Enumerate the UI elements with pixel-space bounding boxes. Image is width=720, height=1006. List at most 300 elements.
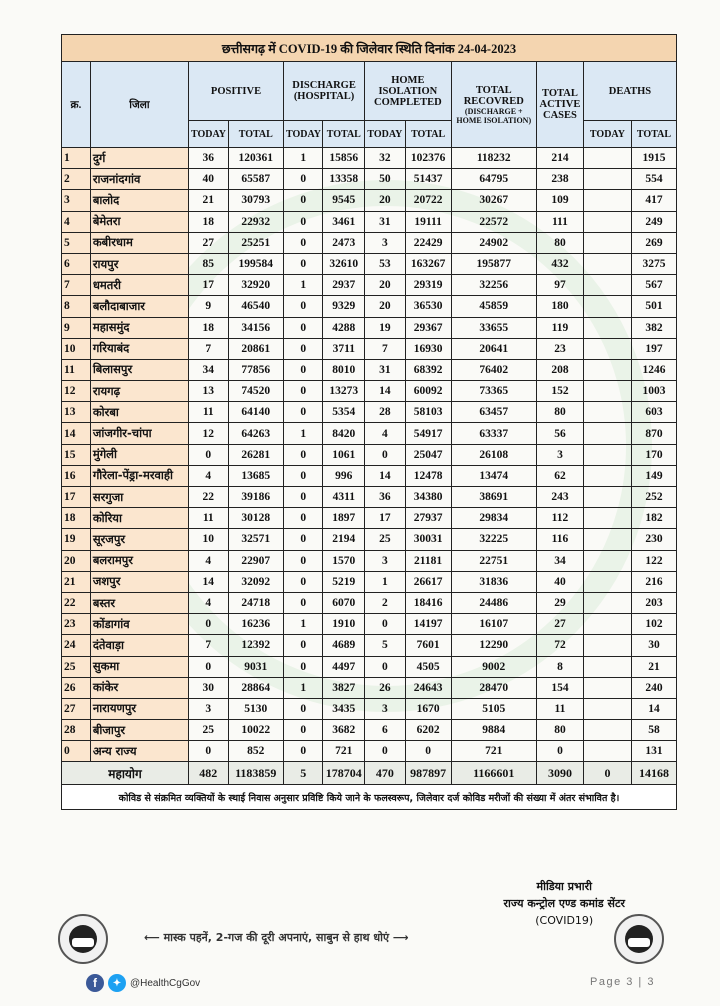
cell-recovered: 9002 [451,656,536,677]
cell-hi-total: 54917 [405,423,451,444]
cell-hi-total: 16930 [405,338,451,359]
cell-hi-today: 3 [365,550,406,571]
cell-death-today [583,487,631,508]
twitter-icon[interactable]: ✦ [108,974,126,992]
row-district: अन्य राज्य [90,741,188,762]
cell-active: 111 [536,211,583,232]
cell-pos-total: 22907 [228,550,284,571]
cell-dis-today: 0 [284,635,323,656]
table-row [62,720,677,741]
cell-dis-total: 2194 [323,529,365,550]
cell-hi-total: 29367 [405,317,451,338]
cell-active: 0 [536,741,583,762]
row-district: जशपुर [90,571,188,592]
cell-death-today [583,211,631,232]
cell-pos-total: 20861 [228,338,284,359]
table-body [62,148,677,762]
cell-death-total: 14 [631,698,676,719]
header-sno: क्र. [62,62,91,148]
facebook-icon[interactable]: f [86,974,104,992]
cell-dis-total: 996 [323,465,365,486]
cell-pos-today: 3 [189,698,228,719]
cell-hi-total: 4505 [405,656,451,677]
cell-recovered: 12290 [451,635,536,656]
table-row [62,402,677,423]
header-deaths-total: TOTAL [631,121,676,148]
cell-pos-today: 22 [189,487,228,508]
table-row [62,275,677,296]
cell-hi-total: 29319 [405,275,451,296]
cell-hi-today: 31 [365,211,406,232]
signature-line2: राज्य कन्ट्रोल एण्ड कमांड सेंटर [503,897,625,910]
row-district: गरियाबंद [90,338,188,359]
row-sno: 21 [62,571,91,592]
row-district: मुंगेली [90,444,188,465]
cell-dis-today: 0 [284,550,323,571]
cell-hi-today: 0 [365,614,406,635]
row-sno: 6 [62,253,91,274]
row-district: दुर्ग [90,148,188,169]
cell-pos-total: 120361 [228,148,284,169]
totals-hi-today: 470 [365,762,406,785]
cell-active: 56 [536,423,583,444]
cell-pos-total: 10022 [228,720,284,741]
cell-hi-today: 53 [365,253,406,274]
cell-death-today [583,148,631,169]
cell-active: 180 [536,296,583,317]
cell-hi-total: 60092 [405,381,451,402]
cell-death-total: 1003 [631,381,676,402]
totals-active: 3090 [536,762,583,785]
cell-pos-total: 32571 [228,529,284,550]
cell-dis-total: 4689 [323,635,365,656]
cell-pos-today: 4 [189,465,228,486]
row-sno: 12 [62,381,91,402]
cell-death-total: 249 [631,211,676,232]
covid-district-table [61,34,677,810]
cell-pos-today: 36 [189,148,228,169]
safety-slogan: ⟵ मास्क पहनें, 2-गज की दूरी अपनाएं, साबुन से हाथ धोएं ⟶ [144,931,409,944]
row-district: रायपुर [90,253,188,274]
cell-pos-today: 4 [189,592,228,613]
totals-dis-total: 178704 [323,762,365,785]
cell-death-today [583,359,631,380]
row-district: कांकेर [90,677,188,698]
cell-recovered: 16107 [451,614,536,635]
cell-recovered: 22572 [451,211,536,232]
row-sno: 0 [62,741,91,762]
cell-active: 116 [536,529,583,550]
cell-hi-total: 58103 [405,402,451,423]
cell-dis-total: 15856 [323,148,365,169]
cell-hi-total: 20722 [405,190,451,211]
cell-death-today [583,253,631,274]
cell-active: 432 [536,253,583,274]
cell-hi-total: 27937 [405,508,451,529]
social-handle[interactable]: @HealthCgGov [130,977,201,989]
cell-active: 8 [536,656,583,677]
cell-recovered: 31836 [451,571,536,592]
cell-pos-total: 852 [228,741,284,762]
cell-pos-total: 32092 [228,571,284,592]
row-sno: 10 [62,338,91,359]
cell-hi-total: 68392 [405,359,451,380]
row-district: सूरजपुर [90,529,188,550]
cell-hi-today: 5 [365,635,406,656]
cell-active: 80 [536,720,583,741]
cell-recovered: 22751 [451,550,536,571]
cell-recovered: 63457 [451,402,536,423]
cell-pos-total: 77856 [228,359,284,380]
row-district: राजनांदगांव [90,169,188,190]
cell-pos-today: 7 [189,635,228,656]
cell-death-total: 197 [631,338,676,359]
cell-active: 119 [536,317,583,338]
totals-label: महायोग [62,762,189,785]
row-sno: 5 [62,232,91,253]
cell-active: 80 [536,402,583,423]
totals-pos-total: 1183859 [228,762,284,785]
cell-active: 112 [536,508,583,529]
row-sno: 28 [62,720,91,741]
row-sno: 20 [62,550,91,571]
cell-hi-total: 34380 [405,487,451,508]
cell-recovered: 118232 [451,148,536,169]
cell-hi-total: 12478 [405,465,451,486]
row-sno: 4 [62,211,91,232]
header-discharge-total: TOTAL [323,121,365,148]
cell-death-today [583,190,631,211]
cell-pos-today: 4 [189,550,228,571]
cell-death-today [583,508,631,529]
cell-active: 72 [536,635,583,656]
table-row [62,550,677,571]
table-row [62,148,677,169]
cell-dis-today: 0 [284,741,323,762]
cell-dis-total: 4497 [323,656,365,677]
cell-hi-total: 22429 [405,232,451,253]
cell-active: 29 [536,592,583,613]
cell-active: 34 [536,550,583,571]
cell-hi-total: 30031 [405,529,451,550]
cell-pos-today: 21 [189,190,228,211]
row-district: कोरबा [90,402,188,423]
cell-hi-today: 28 [365,402,406,423]
cell-death-total: 1246 [631,359,676,380]
cell-hi-today: 20 [365,190,406,211]
cell-dis-total: 1570 [323,550,365,571]
cell-dis-today: 0 [284,487,323,508]
cell-pos-total: 46540 [228,296,284,317]
cell-dis-total: 32610 [323,253,365,274]
page-number: Page 3 | 3 [590,976,655,988]
cell-dis-total: 3711 [323,338,365,359]
cell-dis-today: 0 [284,338,323,359]
row-district: बालोद [90,190,188,211]
totals-death-total: 14168 [631,762,676,785]
cell-hi-today: 0 [365,656,406,677]
table-row [62,571,677,592]
cell-hi-total: 18416 [405,592,451,613]
cell-death-total: 417 [631,190,676,211]
cell-recovered: 73365 [451,381,536,402]
cell-dis-total: 8010 [323,359,365,380]
row-sno: 23 [62,614,91,635]
cell-death-total: 58 [631,720,676,741]
cell-death-total: 501 [631,296,676,317]
cell-death-total: 870 [631,423,676,444]
cell-death-total: 3275 [631,253,676,274]
table-row [62,317,677,338]
header-deaths: DEATHS [583,62,676,121]
cell-recovered: 721 [451,741,536,762]
cell-hi-today: 50 [365,169,406,190]
cell-dis-today: 1 [284,148,323,169]
row-sno: 14 [62,423,91,444]
cell-pos-total: 34156 [228,317,284,338]
header-total-recovered-sub: (DISCHARGE + HOME ISOLATION) [456,106,532,125]
cell-active: 80 [536,232,583,253]
table-row [62,508,677,529]
cell-recovered: 45859 [451,296,536,317]
cell-hi-total: 36530 [405,296,451,317]
cell-death-total: 567 [631,275,676,296]
cell-death-total: 240 [631,677,676,698]
header-total-recovered [451,62,536,148]
row-sno: 25 [62,656,91,677]
cell-pos-total: 199584 [228,253,284,274]
cell-active: 154 [536,677,583,698]
cell-hi-today: 7 [365,338,406,359]
cell-pos-today: 25 [189,720,228,741]
cell-dis-total: 1061 [323,444,365,465]
cell-death-total: 170 [631,444,676,465]
cell-dis-today: 0 [284,656,323,677]
totals-row [62,762,677,785]
row-district: कबीरधाम [90,232,188,253]
cell-pos-today: 14 [189,571,228,592]
cell-pos-total: 39186 [228,487,284,508]
cell-active: 109 [536,190,583,211]
cell-hi-total: 7601 [405,635,451,656]
cell-dis-today: 0 [284,317,323,338]
cell-death-total: 554 [631,169,676,190]
table-row [62,423,677,444]
cell-dis-today: 0 [284,402,323,423]
table-row [62,338,677,359]
cell-active: 97 [536,275,583,296]
cell-dis-total: 13273 [323,381,365,402]
cell-death-total: 21 [631,656,676,677]
cell-dis-today: 0 [284,190,323,211]
cell-hi-total: 6202 [405,720,451,741]
cell-recovered: 30267 [451,190,536,211]
covid-table-wrapper [61,34,677,810]
cell-dis-today: 1 [284,423,323,444]
cell-hi-total: 14197 [405,614,451,635]
cell-pos-today: 11 [189,508,228,529]
cell-pos-today: 7 [189,338,228,359]
cell-active: 23 [536,338,583,359]
cell-hi-today: 19 [365,317,406,338]
cell-dis-total: 3682 [323,720,365,741]
cell-pos-total: 16236 [228,614,284,635]
cell-hi-today: 32 [365,148,406,169]
cell-pos-today: 30 [189,677,228,698]
row-district: बलरामपुर [90,550,188,571]
totals-dis-today: 5 [284,762,323,785]
cell-death-total: 122 [631,550,676,571]
row-sno: 11 [62,359,91,380]
cell-recovered: 32256 [451,275,536,296]
cell-pos-total: 24718 [228,592,284,613]
cell-dis-total: 2937 [323,275,365,296]
mask-banner [58,914,662,964]
header-home-isolation: HOME ISOLATION COMPLETED [365,62,451,121]
cell-pos-today: 9 [189,296,228,317]
row-district: कोरिया [90,508,188,529]
table-title: छत्तीसगढ़ में COVID-19 की जिलेवार स्थिति दिनांक 24-04-2023 [62,35,677,62]
cell-hi-total: 0 [405,741,451,762]
cell-dis-today: 0 [284,169,323,190]
cell-recovered: 76402 [451,359,536,380]
cell-dis-total: 721 [323,741,365,762]
cell-death-total: 603 [631,402,676,423]
cell-death-today [583,741,631,762]
cell-hi-total: 25047 [405,444,451,465]
cell-pos-total: 32920 [228,275,284,296]
cell-death-today [583,444,631,465]
cell-active: 214 [536,148,583,169]
cell-death-today [583,275,631,296]
cell-death-today [583,338,631,359]
row-sno: 26 [62,677,91,698]
cell-pos-today: 11 [189,402,228,423]
cell-pos-total: 12392 [228,635,284,656]
row-district: बिलासपुर [90,359,188,380]
cell-pos-total: 64263 [228,423,284,444]
cell-pos-total: 5130 [228,698,284,719]
cell-dis-today: 0 [284,211,323,232]
header-hi-today: TODAY [365,121,406,148]
cell-dis-today: 0 [284,359,323,380]
cell-dis-today: 1 [284,275,323,296]
cell-pos-today: 12 [189,423,228,444]
cell-death-today [583,423,631,444]
cell-hi-total: 1670 [405,698,451,719]
cell-dis-total: 2473 [323,232,365,253]
cell-death-total: 30 [631,635,676,656]
cell-hi-today: 36 [365,487,406,508]
cell-recovered: 9884 [451,720,536,741]
row-district: बीजापुर [90,720,188,741]
cell-death-today [583,465,631,486]
cell-dis-total: 3827 [323,677,365,698]
row-district: धमतरी [90,275,188,296]
table-row [62,211,677,232]
row-sno: 18 [62,508,91,529]
cell-recovered: 32225 [451,529,536,550]
cell-pos-today: 40 [189,169,228,190]
mask-face-icon-left [58,914,108,964]
cell-dis-today: 0 [284,381,323,402]
cell-hi-total: 102376 [405,148,451,169]
table-row [62,698,677,719]
cell-death-today [583,381,631,402]
cell-active: 11 [536,698,583,719]
row-sno: 1 [62,148,91,169]
cell-death-today [583,296,631,317]
cell-pos-total: 28864 [228,677,284,698]
cell-pos-today: 10 [189,529,228,550]
cell-hi-total: 51437 [405,169,451,190]
header-discharge-today: TODAY [284,121,323,148]
cell-death-today [583,232,631,253]
row-sno: 17 [62,487,91,508]
cell-dis-today: 0 [284,508,323,529]
row-sno: 19 [62,529,91,550]
cell-death-today [583,529,631,550]
cell-pos-total: 25251 [228,232,284,253]
row-sno: 7 [62,275,91,296]
cell-hi-today: 26 [365,677,406,698]
cell-death-today [583,614,631,635]
cell-hi-today: 14 [365,381,406,402]
cell-pos-today: 17 [189,275,228,296]
cell-pos-total: 74520 [228,381,284,402]
cell-death-today [583,571,631,592]
table-row [62,592,677,613]
cell-dis-total: 3435 [323,698,365,719]
cell-hi-today: 6 [365,720,406,741]
cell-recovered: 24902 [451,232,536,253]
cell-dis-total: 3461 [323,211,365,232]
cell-dis-total: 5219 [323,571,365,592]
signature-line3: (COVID19) [535,914,594,927]
cell-hi-today: 1 [365,571,406,592]
cell-death-total: 203 [631,592,676,613]
header-total-active: TOTAL ACTIVE CASES [536,62,583,148]
row-district: जांजगीर-चांपा [90,423,188,444]
cell-hi-today: 0 [365,741,406,762]
row-district: दंतेवाड़ा [90,635,188,656]
cell-pos-today: 0 [189,741,228,762]
cell-death-today [583,635,631,656]
row-district: नारायणपुर [90,698,188,719]
row-sno: 13 [62,402,91,423]
totals-death-today: 0 [583,762,631,785]
cell-death-total: 216 [631,571,676,592]
cell-pos-total: 30128 [228,508,284,529]
totals-hi-total: 987897 [405,762,451,785]
cell-active: 238 [536,169,583,190]
table-row [62,614,677,635]
row-sno: 8 [62,296,91,317]
cell-hi-today: 14 [365,465,406,486]
table-row [62,190,677,211]
cell-death-total: 1915 [631,148,676,169]
cell-active: 40 [536,571,583,592]
mask-face-icon-right [614,914,664,964]
cell-death-today [583,169,631,190]
cell-pos-total: 9031 [228,656,284,677]
row-district: गौरेला-पेंड्रा-मरवाही [90,465,188,486]
cell-recovered: 195877 [451,253,536,274]
cell-death-today [583,592,631,613]
row-sno: 9 [62,317,91,338]
cell-death-today [583,677,631,698]
cell-dis-total: 1910 [323,614,365,635]
